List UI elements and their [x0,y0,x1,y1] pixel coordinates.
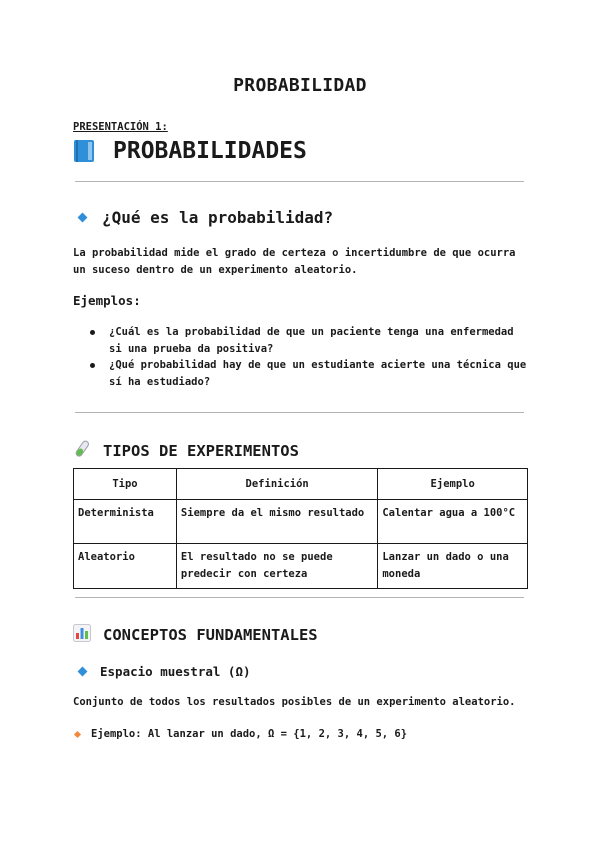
section-heading-text: TIPOS DE EXPERIMENTOS [103,442,299,460]
list-item: ¿Qué probabilidad hay de que un estudiante acierte una técnica que sí ha estudiado? [88,357,528,390]
divider [75,597,524,598]
list-item: ¿Cuál es la probabilidad de que un paciente tenga una enfermedad si una prueba da positiva? [88,324,528,357]
blue-book-icon [73,139,95,163]
table-header-row [74,469,528,500]
section-heading-text: CONCEPTOS FUNDAMENTALES [103,626,318,644]
example-text: Ejemplo: Al lanzar un dado, Ω = {1, 2, 3, 4, 5, 6} [91,728,408,740]
main-heading [73,138,307,164]
examples-label: Ejemplos: [73,293,141,308]
table-cell: Determinista [74,500,177,544]
table-cell: El resultado no se puede predecir con certeza [176,544,377,589]
subsection-heading-sample-space [76,664,251,679]
table-cell: Siempre da el mismo resultado [176,500,377,544]
test-tube-icon [73,439,91,463]
small-blue-diamond-icon [78,213,88,223]
section-heading-text: ¿Qué es la probabilidad? [102,208,334,227]
table-cell: Aleatorio [74,544,177,589]
divider [75,412,524,413]
document-title: PROBABILIDAD [233,75,367,96]
table-header: Definición [176,469,377,500]
experiments-table [73,468,528,589]
main-heading-text: PROBABILIDADES [113,138,307,164]
table-header: Ejemplo [378,469,528,500]
table-row [74,500,528,544]
table-header: Tipo [74,469,177,500]
bar-chart-icon [73,624,91,646]
table-row [74,544,528,589]
table-cell: Calentar agua a 100°C [378,500,528,544]
definition-paragraph: La probabilidad mide el grado de certeza o incertidumbre de que ocurra un suceso dentro de un experimento aleatorio. [73,247,516,276]
subsection-heading-text: Espacio muestral (Ω) [100,664,251,679]
examples-list [88,324,528,390]
table-cell: Lanzar un dado o una moneda [378,544,528,589]
section-heading-what-is [76,208,333,227]
section-heading-experiments [73,439,299,463]
small-blue-diamond-icon [78,667,88,677]
presentation-label: PRESENTACIÓN 1: [73,121,168,133]
small-orange-diamond-icon [74,730,81,737]
sample-space-definition: Conjunto de todos los resultados posibles de un experimento aleatorio. [73,696,516,708]
sample-space-example [75,728,407,740]
divider [75,181,524,182]
section-heading-concepts [73,624,318,646]
